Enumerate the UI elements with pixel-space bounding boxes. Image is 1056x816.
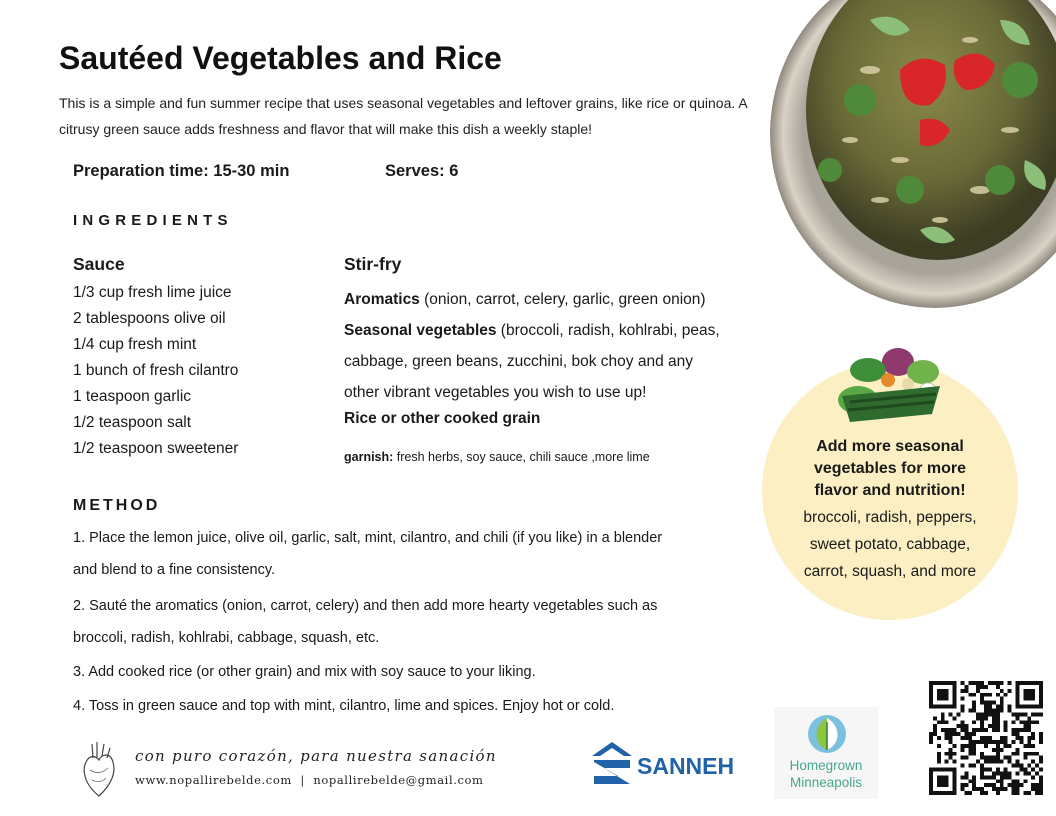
garnish-line [344, 450, 650, 464]
seasonal-text: (broccoli, radish, kohlrabi, peas, cabbage, green beans, zucchini, bok choy and any other vibrant vegetables you wish to use up! [344, 322, 720, 401]
homegrown-line2: Minneapolis [789, 775, 863, 790]
serves-count: Serves: 6 [385, 162, 459, 180]
footer-contact [135, 773, 484, 787]
contact-separator: | [300, 773, 305, 787]
aromatics-label: Aromatics [344, 291, 420, 308]
method-step: 4. Toss in green sauce and top with mint, cilantro, lime and spices. Enjoy hot or cold. [73, 698, 615, 714]
sauce-title: Sauce [73, 254, 125, 274]
sanneh-logo-text: SANNEH [637, 753, 735, 779]
aromatics-text: (onion, carrot, celery, garlic, green onion) [419, 291, 706, 308]
method-heading: METHOD [73, 497, 161, 514]
homegrown-leaf-icon [805, 714, 849, 754]
vegetable-basket-icon [828, 340, 954, 432]
website-link[interactable]: www.nopallirebelde.com [135, 773, 292, 787]
email-link[interactable]: nopallirebelde@gmail.com [313, 773, 484, 787]
anatomical-heart-icon [80, 740, 118, 798]
bowl-photo [770, 0, 1056, 308]
prep-time: Preparation time: 15-30 min [73, 162, 290, 180]
recipe-intro: This is a simple and fun summer recipe that uses seasonal vegetables and leftover grains, like rice or quinoa. A citrusy green sauce adds freshness and flavor that will make this dish a weekly staple! [59, 95, 747, 137]
list-item: 1 teaspoon garlic [73, 388, 192, 405]
homegrown-line1: Homegrown [789, 758, 863, 773]
sauce-list [73, 280, 238, 462]
method-step: 2. Sauté the aromatics (onion, carrot, celery) and then add more hearty vegetables such as broccoli, radish, kohlrabi, cabbage, squash, etc. [73, 598, 658, 646]
sanneh-logo-icon [590, 740, 634, 788]
list-item: 1/4 cup fresh mint [73, 336, 197, 353]
footer-tagline: con puro corazón, para nuestra sanación [135, 747, 497, 765]
recipe-title: Sautéed Vegetables and Rice [59, 40, 502, 76]
list-item: 1 bunch of fresh cilantro [73, 362, 239, 379]
tip-heading: Add more seasonal vegetables for more flavor and nutrition! [813, 438, 967, 499]
stirfry-aromatics [344, 284, 724, 315]
seasonal-label: Seasonal vegetables [344, 322, 497, 339]
homegrown-logo-text [774, 757, 878, 791]
list-item: 1/2 teaspoon salt [73, 414, 192, 431]
list-item: 1/2 teaspoon sweetener [73, 440, 239, 457]
ingredients-heading: INGREDIENTS [73, 212, 233, 229]
stirfry-title: Stir-fry [344, 254, 402, 274]
garnish-label: garnish: [344, 450, 394, 464]
qr-code[interactable] [929, 681, 1043, 795]
method-step: 3. Add cooked rice (or other grain) and mix with soy sauce to your liking. [73, 664, 536, 680]
garnish-text: fresh herbs, soy sauce, chili sauce ,more lime [393, 450, 650, 464]
stirfry-seasonal [344, 315, 724, 408]
stirfry-rice: Rice or other cooked grain [344, 410, 541, 427]
list-item: 2 tablespoons olive oil [73, 310, 226, 327]
tip-body: broccoli, radish, peppers, sweet potato, cabbage, carrot, squash, and more [803, 509, 977, 580]
method-step: 1. Place the lemon juice, olive oil, garlic, salt, mint, cilantro, and chili (if you like) in a blender and blend to a fine consistency. [73, 530, 663, 578]
list-item: 1/3 cup fresh lime juice [73, 284, 232, 301]
